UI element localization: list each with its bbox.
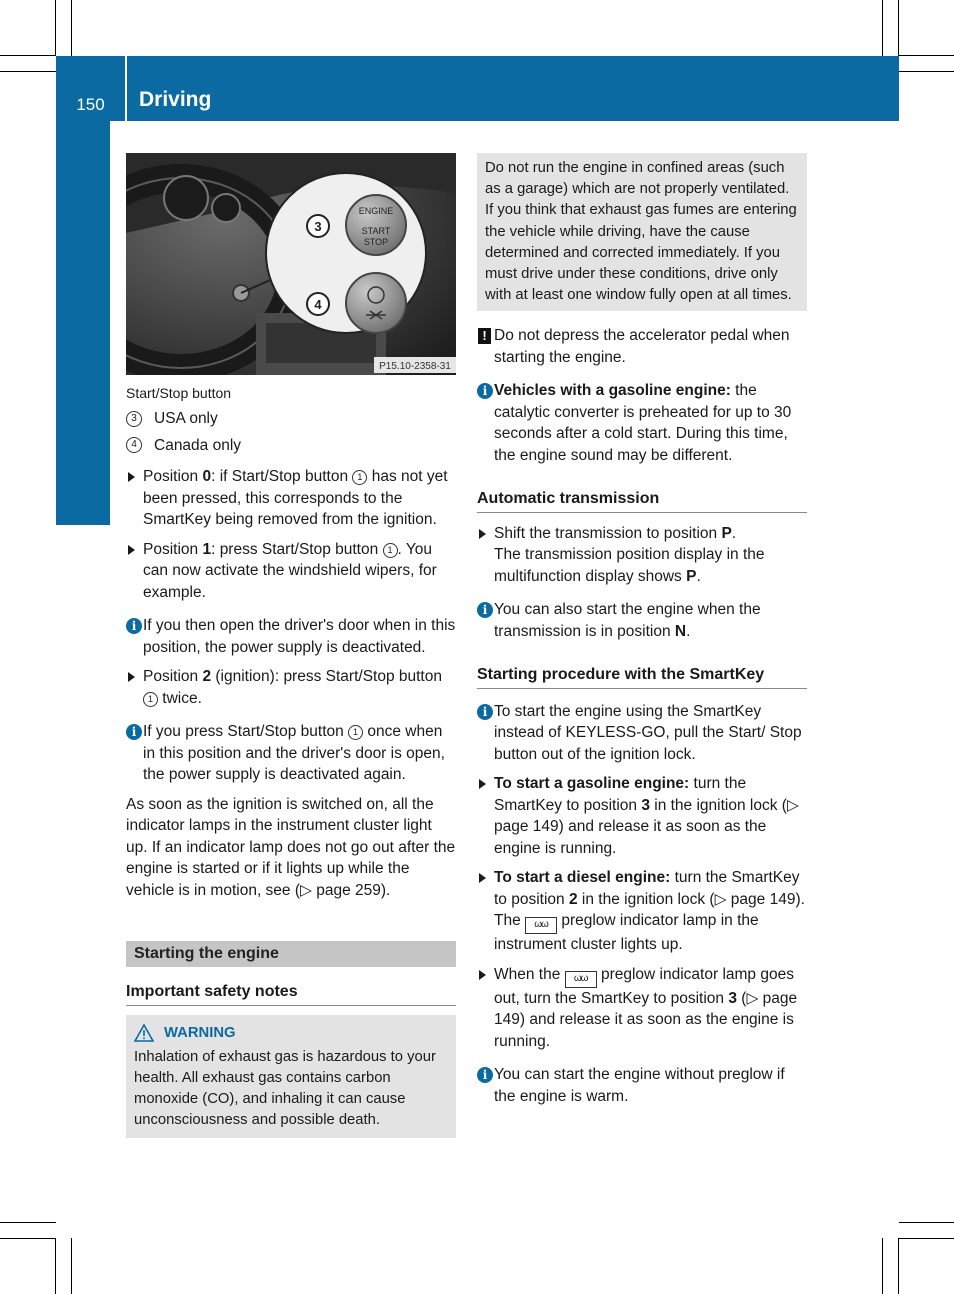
info-icon: i [126,724,142,740]
text: . You can now activate the windshield wipers, for example. [143,540,437,601]
bold-text: To start a gasoline engine: [494,775,690,793]
button-start-text: START [361,226,391,236]
info-text: You can start the engine without preglow if the engine is warm. [494,1066,785,1105]
crop-mark [899,71,954,72]
legend-item [126,435,456,457]
text: twice. [158,689,202,707]
left-column [126,153,456,1138]
figure-ref-code: P15.10-2358-31 [379,361,451,372]
text: If you press Start/Stop button [143,723,349,740]
crop-mark [0,71,56,72]
text: . The transmission position display in the multifunction display shows [494,524,765,585]
crop-mark [898,0,899,56]
crop-mark [0,1222,56,1223]
info-icon: i [126,618,142,634]
side-tab-label: Driving and parking [70,244,97,470]
info-note [477,701,807,766]
bold-text: 0 [202,468,212,485]
subheading: Automatic transmission [477,488,807,513]
text: Position [143,668,203,685]
figure-caption: Start/Stop button [126,385,232,401]
bold-text: 3 [728,989,737,1007]
bold-text: Vehicles with a gasoline engine: [494,382,731,400]
crop-mark [55,0,56,56]
legend-text: Canada only [154,436,242,454]
info-note [126,721,456,786]
crop-mark [899,1238,954,1239]
bullet-position-2 [126,666,456,709]
crop-mark [71,0,72,56]
circled-number: 1 [143,692,158,707]
info-text: To start the engine using the SmartKey instead of KEYLESS-GO, pull the Start/ Stop button out of the ignition lock. [494,702,802,763]
info-note [126,615,456,658]
subheading: Starting procedure with the SmartKey [477,664,807,689]
info-note [477,599,807,642]
text: When the [494,965,565,983]
callout-3: 3 [314,219,322,234]
circled-number: 1 [352,470,367,485]
bold-text: To start a diesel engine: [494,869,671,887]
warning-continuation-box: Do not run the engine in confined areas (such as a garage) which are not properly ventilated. If you think that exhaust gas fumes are entering the vehicle while driving, have the cause determined and corrected immediately. If you must drive under these conditions, drive only with at least one window fully open at all times. [477,153,807,311]
bullet-gasoline [477,773,807,859]
caution-text: Do not depress the accelerator pedal when starting the engine. [494,327,790,366]
subheading: Important safety notes [126,981,456,1006]
text: preglow indicator lamp goes out, turn the SmartKey to position [494,965,794,1007]
info-icon: i [477,704,493,720]
info-icon: i [477,383,493,399]
crop-mark [55,1238,56,1294]
warning-title: WARNING [164,1024,236,1041]
bullet-position-0 [126,466,456,531]
text: Shift the transmission to position [494,524,722,542]
bold-text: 3 [641,796,650,814]
bullet-shift [477,523,807,588]
info-note [477,380,807,466]
text: the catalytic converter is preheated for up to 30 seconds after a cold start. During this time, the engine sound may be different. [494,382,792,464]
bold-text: P [721,524,732,542]
crop-mark [898,1238,899,1294]
legend-item [126,408,456,430]
text: turn the SmartKey to position [494,869,800,908]
info-text: If you then open the driver's door when in this position, the power supply is deactivated. [143,617,456,656]
legend-number: 4 [126,437,142,453]
circled-number: 1 [348,725,363,740]
bold-text: 2 [202,668,212,685]
bold-text: N [674,622,687,640]
section-title: Driving [139,88,212,111]
crop-mark [0,1238,56,1239]
info-icon: i [477,602,493,618]
header-divider [125,56,127,121]
text: : press Start/Stop button [211,540,383,558]
warning-header [134,1023,448,1044]
text: The [494,912,526,930]
dashboard-figure [126,153,456,375]
text: Position [143,540,203,558]
text: once when in this position and the driver's door is open, the power supply is deactivated again. [143,723,445,783]
text: . [686,622,691,640]
exclamation-icon: ! [478,328,491,344]
page-number: 150 [76,95,105,114]
text: has not yet been pressed, this corresponds to the SmartKey being removed from the ignition. [143,468,448,528]
button-stop-text: STOP [363,237,389,247]
dashboard-illustration [126,153,456,375]
text: (▷ page 149) and release it as soon as the engine is running. [494,989,798,1050]
section-heading: Starting the engine [126,941,456,967]
bold-text: P [686,567,697,585]
info-note [477,1064,807,1107]
text: in the ignition lock (▷ page 149) and release it as soon as the engine is running. [494,796,799,857]
bold-text: 2 [568,890,578,908]
text: turn the SmartKey to position [494,775,747,814]
bullet-preglow-out [477,964,807,1053]
info-icon: i [477,1067,493,1083]
warning-triangle-icon [134,1024,154,1042]
crop-mark [899,1222,954,1223]
preglow-icon: ωω [525,917,557,934]
text: Position [143,468,203,485]
text: in the ignition lock (▷ page 149). [577,890,805,908]
crop-mark [71,1238,72,1294]
callout-4: 4 [314,297,322,312]
crop-mark [899,55,954,56]
text: preglow indicator lamp in the instrument cluster lights up. [494,912,759,954]
crop-mark [882,1238,883,1294]
button-engine-text: ENGINE [358,206,394,216]
legend-number: 3 [126,411,142,427]
bullet-diesel [477,867,807,956]
bold-text: 1 [202,540,212,558]
bullet-position-1 [126,539,456,604]
body-paragraph: As soon as the ignition is switched on, all the indicator lamps in the instrument cluster light up. If an indicator lamp does not go out after the engine is started or if it lights up while the vehicle is in motion, see (▷ page 259). [126,795,456,899]
text: (ignition): press Start/Stop button [211,668,442,685]
text: : if Start/Stop button [211,468,353,485]
crop-mark [0,55,56,56]
preglow-icon: ωω [565,971,597,988]
caution-note [477,325,807,368]
text: . [696,567,701,585]
warning-text: Inhalation of exhaust gas is hazardous to your health. All exhaust gas contains carbon monoxide (CO), and inhaling it can cause unconsciousness and possible death. [134,1048,436,1129]
right-column [477,153,807,1107]
crop-mark [882,0,883,56]
warning-box [126,1015,456,1138]
circled-number: 1 [383,543,398,558]
legend-text: USA only [154,410,218,427]
text: You can also start the engine when the transmission is in position [494,601,761,640]
